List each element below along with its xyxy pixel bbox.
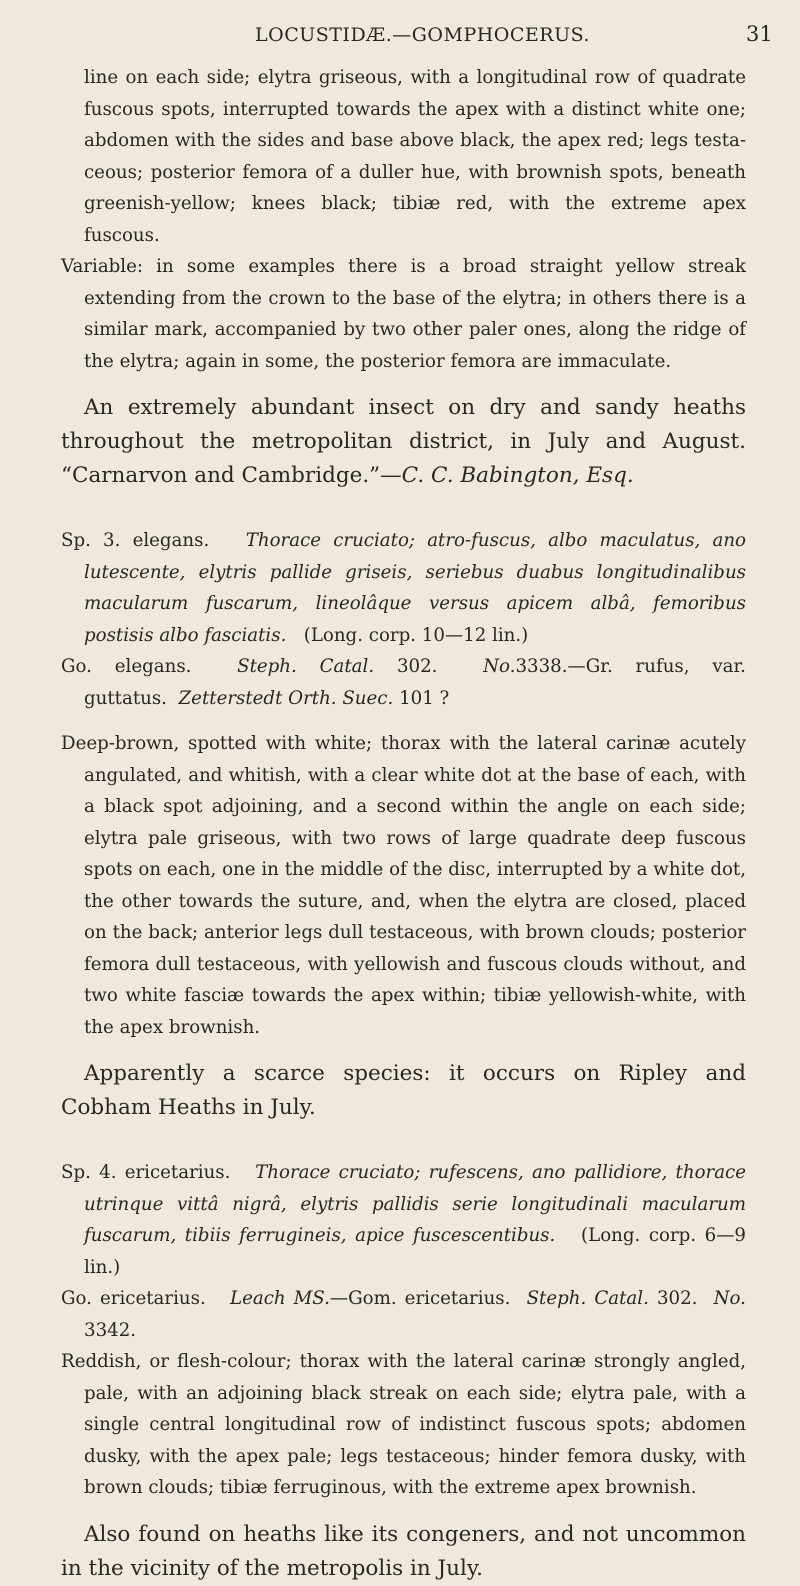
- species-4-habitat: Also found on heaths like its congeners, and not uncommon in the vicinity of the metropolis in July.: [61, 1521, 746, 1581]
- species-3-latin: Thorace cruciato; atro-fuscus, albo maculatus, ano lutescente, elytris pallide griseis, seriebus duabus longitudinalibus macularum fuscarum, lineolâque versus apicem albâ, femoribus postisis albo fasciatis.: [84, 530, 746, 646]
- species-3-description: Deep-brown, spotted with white; thorax with the lateral carinæ acutely angulated, and whitish, with a clear white dot at the base of each, with a black spot adjoining, and a second within the angle on each side; elytra pale griseous, with two rows of large quadrate deep fuscous spots on each, one in the middle of the disc, interrupted by a white dot, the other towards the suture, and, when the elytra are closed, placed on the back; anterior legs dull testaceous, with brown clouds; posterior femora dull testaceous, with yellowish and fuscous clouds without, and two white fasciæ towards the apex within; tibiæ yellowish-white, with the apex brownish.: [61, 733, 746, 1038]
- syn-text: —Gom. ericetarius.: [329, 1288, 511, 1309]
- paragraph-habitat: [0, 391, 800, 493]
- species-3-synonymy: [0, 651, 800, 714]
- species-3-diagnosis: [0, 525, 800, 651]
- syn-ref: Steph. Catal.: [237, 656, 375, 677]
- syn-name: Go. ericetarius.: [61, 1288, 206, 1309]
- species-3-length: (Long. corp. 10—12 lin.): [303, 624, 529, 646]
- syn-number: 3342.: [84, 1319, 137, 1341]
- syn-no-label: No.: [483, 656, 516, 677]
- syn-no-label: No.: [713, 1288, 746, 1309]
- syn-ref-2: Zetterstedt Orth. Suec.: [178, 687, 394, 709]
- species-4-heading: Sp. 4. ericetarius.: [61, 1162, 231, 1183]
- page-number: 31: [746, 22, 773, 46]
- syn-name: Go. elegans.: [61, 656, 192, 677]
- syn-text: 3338.—Gr. rufus, var. guttatus.: [84, 656, 746, 709]
- habitat-authority: C. C. Babington, Esq.: [401, 463, 634, 488]
- page-header: [0, 22, 800, 54]
- paragraph-description-continued: line on each side; elytra griseous, with a longitudinal row of quadrate fuscous spots, interrupted towards the apex with a distinct white one; abdomen with the sides and base above black, the apex red; legs testaceous; posterior femora of a duller hue, with brownish spots, beneath greenish-yellow; knees black; tibiæ red, with the extreme apex fuscous.: [84, 67, 746, 246]
- paragraph-variable: Variable: in some examples there is a broad straight yellow streak extending from the crown to the base of the elytra; in others there is a similar mark, accompanied by two other paler ones, along the ridge of the elytra; again in some, the posterior femora are immaculate.: [61, 256, 746, 372]
- syn-ref-2: Steph. Catal.: [526, 1288, 649, 1309]
- syn-page-2: 101 ?: [399, 687, 450, 709]
- species-4-length: (Long. corp. 6—9 lin.): [84, 1225, 746, 1278]
- species-4-latin: Thorace cruciato; rufescens, ano pallidiore, thorace utrinque vittâ nigrâ, elytris pallidis serie longitudinali macularum fuscarum, tibiis ferrugineis, apice fuscescentibus.: [84, 1162, 747, 1246]
- habitat-text: An extremely abundant insect on dry and sandy heaths throughout the metropolitan district, in July and August. “Carnarvon and Cambridge.”—: [61, 395, 746, 488]
- syn-page: 302.: [396, 656, 438, 677]
- running-head: LOCUSTIDÆ.—GOMPHOCERUS.: [255, 24, 590, 46]
- species-4-diagnosis: [0, 1157, 800, 1283]
- species-4-description: Reddish, or flesh-colour; thorax with the lateral carinæ strongly angled, pale, with an adjoining black streak on each side; elytra pale, with a single central longitudinal row of indistinct fuscous spots; abdomen dusky, with the apex pale; legs testaceous; hinder femora dusky, with brown clouds; tibiæ ferruginous, with the extreme apex brownish.: [61, 1351, 746, 1498]
- page-body: [0, 62, 800, 1586]
- syn-ref: Leach MS.: [230, 1288, 330, 1309]
- syn-page: 302.: [656, 1288, 698, 1309]
- species-4-synonymy: [0, 1283, 800, 1346]
- species-3-heading: Sp. 3. elegans.: [61, 530, 210, 551]
- species-3-habitat: Apparently a scarce species: it occurs on Ripley and Cobham Heaths in July.: [61, 1061, 746, 1120]
